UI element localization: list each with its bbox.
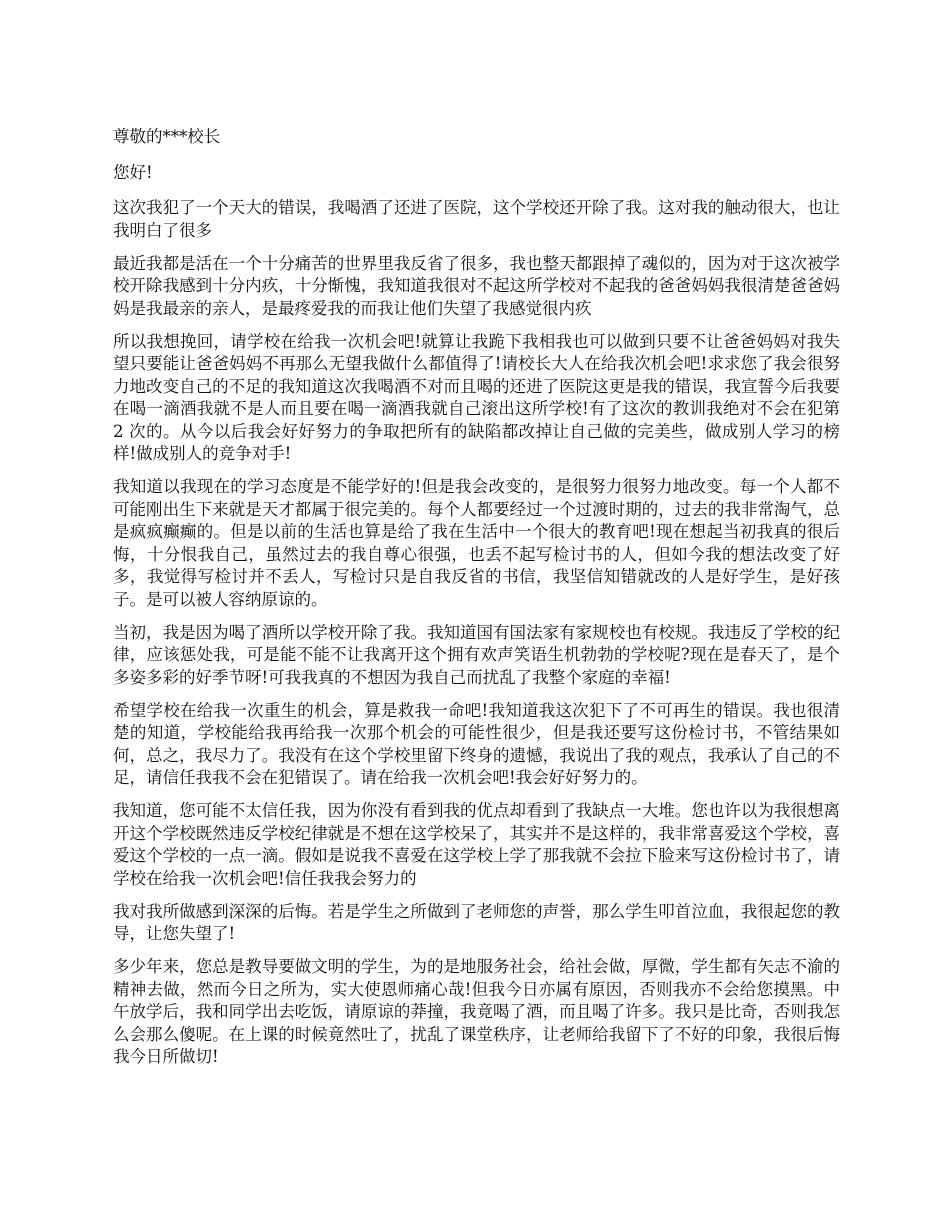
letter-body: [113, 126, 840, 1079]
paragraph: 多少年来，您总是教导要做文明的学生，为的是地服务社会，给社会做，厚微，学生都有矢志不渝的精神去做，然而今日之所为，实大使恩师痛心哉!但我今日亦属有原因，否则我亦不会给您摸黑。中午放学后，我和同学出去吃饭，请原谅的莽撞，我竟喝了酒，而且喝了许多。我只是比奇，否则我怎么会那么傻呢。在上课的时候竟然吐了，扰乱了课堂秩序，让老师给我留下了不好的印象，我很后悔我今日所做切!: [113, 957, 840, 1066]
salutation: 尊敬的***校长: [113, 127, 221, 146]
paragraph: 我对我所做感到深深的后悔。若是学生之所做到了老师您的声誉，那么学生叩首泣血，我很起您的教导，让您失望了!: [113, 901, 840, 943]
paragraph: 所以我想挽回，请学校在给我一次机会吧!就算让我跪下我相我也可以做到只要不让爸爸妈妈对我失望只要能让爸爸妈妈不再那么无望我做什么都值得了!请校长大人在给我次机会吧!求求您了我会很努力地改变自己的不足的我知道这次我喝酒不对而且喝的还进了医院这更是我的错误，我宣誓今后我要在喝一滴酒我就不是人而且要在喝一滴酒我就自己滚出这所学校!有了这次的教训我绝对不会在犯第 2 次的。从今以后我会好好努力的争取把所有的缺陷都改掉让自己做的完美些，做成别人学习的榜样!做成别人的竞争对手!: [113, 331, 840, 463]
paragraph: 我知道，您可能不太信任我，因为你没有看到我的优点却看到了我缺点一大堆。您也许以为我很想离开这个学校既然违反学校纪律就是不想在这学校呆了，其实并不是这样的，我非常喜爱这个学校，喜爱这个学校的一点一滴。假如是说我不喜爱在这学校上学了那我就不会拉下脸来写这份检讨书了，请学校在给我一次机会吧!信任我我会努力的: [113, 801, 840, 888]
paragraph: 最近我都是活在一个十分痛苦的世界里我反省了很多，我也整天都跟掉了魂似的，因为对于这次被学校开除我感到十分内疚，十分惭愧，我知道我很对不起这所学校对不起我的爸爸妈妈我很清楚爸爸妈妈是我最亲的亲人，是最疼爱我的而我让他们失望了我感觉很内疚: [113, 253, 840, 318]
paragraph: 希望学校在给我一次重生的机会，算是救我一命吧!我知道我这次犯下了不可再生的错误。我也很清楚的知道，学校能给我再给我一次那个机会的可能性很少，但是我还要写这份检讨书，不管结果如何，总之，我尽力了。我没有在这个学校里留下终身的遗憾，我说出了我的观点，我承认了自己的不足，请信任我我不会在犯错误了。请在给我一次机会吧!我会好好努力的。: [113, 700, 840, 787]
paragraph: 我知道以我现在的学习态度是不能学好的!但是我会改变的，是很努力很努力地改变。每一个人都不可能刚出生下来就是天才都属于很完美的。每个人都要经过一个过渡时期的，过去的我非常淘气，总是疯疯癫癫的。但是以前的生活也算是给了我在生活中一个很大的教育吧!现在想起当初我真的很后悔，十分恨我自己，虽然过去的我自尊心很强，也丢不起写检讨书的人，但如今我的想法改变了好多，我觉得写检讨并不丢人，写检讨只是自我反省的书信，我坚信知错就改的人是好学生，是好孩子。是可以被人容纳原谅的。: [113, 477, 840, 609]
greeting: 您好!: [113, 162, 153, 182]
paragraph: 这次我犯了一个天大的错误，我喝酒了还进了医院，这个学校还开除了我。这对我的触动很大，也让我明白了很多: [113, 198, 840, 240]
paragraph: 当初，我是因为喝了酒所以学校开除了我。我知道国有国法家有家规校也有校规。我违反了学校的纪律，应该惩处我，可是能不能不让我离开这个拥有欢声笑语生机勃勃的学校呢?现在是春天了，是个多姿多彩的好季节呀!可我我真的不想因为我自己而扰乱了我整个家庭的幸福!: [113, 622, 840, 687]
